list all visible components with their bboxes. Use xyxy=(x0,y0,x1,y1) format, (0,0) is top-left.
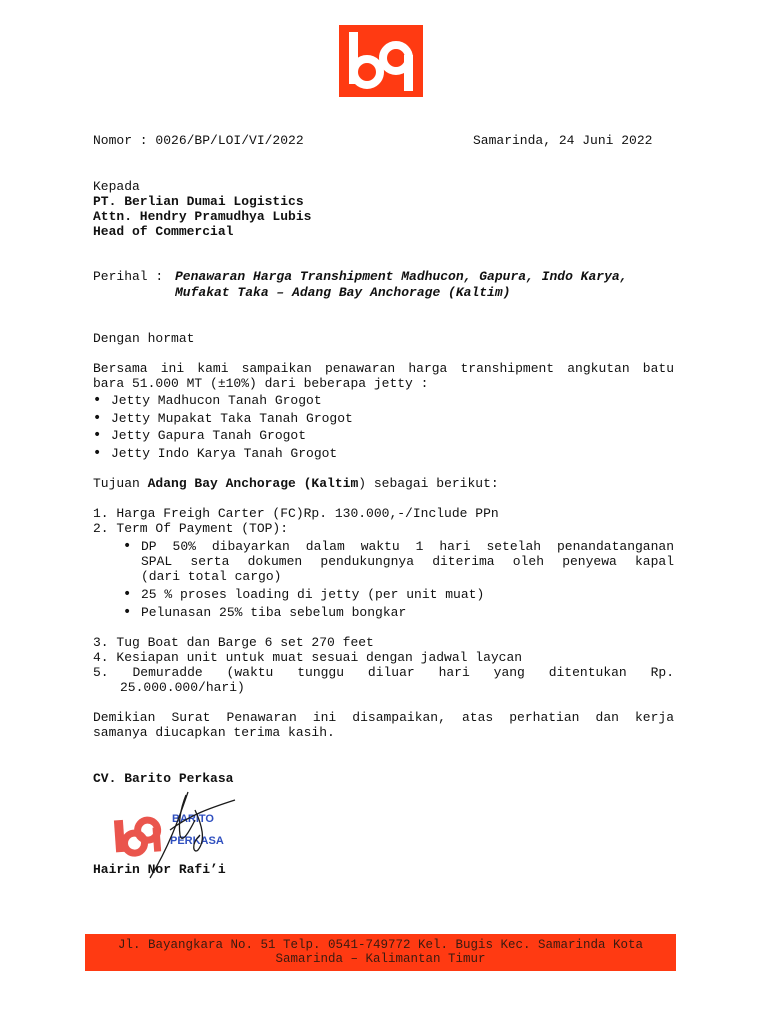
subject-line-2: Mufakat Taka – Adang Bay Anchorage (Kaltim) xyxy=(175,285,511,300)
intro-line-2: bara 51.000 MT (±10%) dari beberapa jetty : xyxy=(93,376,429,391)
letter-footer xyxy=(85,934,676,971)
payment-terms xyxy=(123,539,674,584)
company-logo xyxy=(339,25,423,97)
footer-address-line-1: Jl. Bayangkara No. 51 Telp. 0541-749772 Kel. Bugis Kec. Samarinda Kota xyxy=(117,938,644,952)
list-item: • Jetty Indo Karya Tanah Grogot xyxy=(93,446,353,464)
bullet-icon: • xyxy=(123,538,132,554)
term-item-5-line-2: 25.000.000/hari) xyxy=(120,680,245,695)
stamp-text-2: PERKASA xyxy=(170,835,224,847)
recipient-attn: Attn. Hendry Pramudhya Lubis xyxy=(93,209,312,224)
greeting: Dengan hormat xyxy=(93,331,195,346)
intro-line-1: Bersama ini kami sampaikan penawaran harga transhipment angkutan batu xyxy=(93,361,674,376)
list-item: • Jetty Mupakat Taka Tanah Grogot xyxy=(93,411,353,429)
recipient-label: Kepada xyxy=(93,179,140,194)
destination-suffix: ) sebagai berikut: xyxy=(358,476,499,491)
list-item: • Jetty Madhucon Tanah Grogot xyxy=(93,393,353,411)
subject-line-1: Penawaran Harga Transhipment Madhucon, Gapura, Indo Karya, xyxy=(175,269,628,284)
list-item: • 25 % proses loading di jetty (per unit muat) xyxy=(123,587,484,605)
closing-line-1: Demikian Surat Penawaran ini disampaikan, atas perhatian dan kerja xyxy=(93,710,674,725)
letter-number: Nomor : 0026/BP/LOI/VI/2022 xyxy=(93,133,304,148)
list-item: • Pelunasan 25% tiba sebelum bongkar xyxy=(123,605,484,623)
payment-term-dp-line-3: (dari total cargo) xyxy=(141,569,282,584)
destination-name: Adang Bay Anchorage (Kaltim xyxy=(147,476,359,491)
signatory-name: Hairin Nor Rafi’i xyxy=(93,862,226,877)
footer-address-line-2: Samarinda – Kalimantan Timur xyxy=(275,952,486,966)
payment-term-dp-line-1: DP 50% dibayarkan dalam waktu 1 hari setelah penandatanganan xyxy=(141,539,674,554)
recipient-company: PT. Berlian Dumai Logistics xyxy=(93,194,304,209)
payment-terms-list xyxy=(123,587,484,622)
term-item-1: 1. Harga Freigh Carter (FC)Rp. 130.000,-/Include PPn xyxy=(93,506,499,521)
sender-company: CV. Barito Perkasa xyxy=(93,771,234,786)
letter-date: Samarinda, 24 Juni 2022 xyxy=(473,133,653,148)
payment-term-dp-line-2: SPAL serta dokumen pendukungnya diterima oleh penyewa kapal xyxy=(141,554,674,569)
term-item-3: 3. Tug Boat dan Barge 6 set 270 feet xyxy=(93,635,374,650)
term-item-2: 2. Term Of Payment (TOP): xyxy=(93,521,289,536)
stamp-text-1: BARITO xyxy=(172,813,214,825)
term-item-4: 4. Kesiapan unit untuk muat sesuai dengan jadwal laycan xyxy=(93,650,523,665)
recipient-position: Head of Commercial xyxy=(93,224,234,239)
subject-label: Perihal : xyxy=(93,269,164,284)
destination-prefix: Tujuan xyxy=(93,476,148,491)
term-item-5-line-1: 5. Demuradde (waktu tunggu diluar hari yang ditentukan Rp. xyxy=(93,665,674,680)
jetty-list xyxy=(93,393,353,463)
list-item: • Jetty Gapura Tanah Grogot xyxy=(93,428,353,446)
closing-line-2: samanya diucapkan terima kasih. xyxy=(93,725,335,740)
destination-line xyxy=(93,476,499,491)
